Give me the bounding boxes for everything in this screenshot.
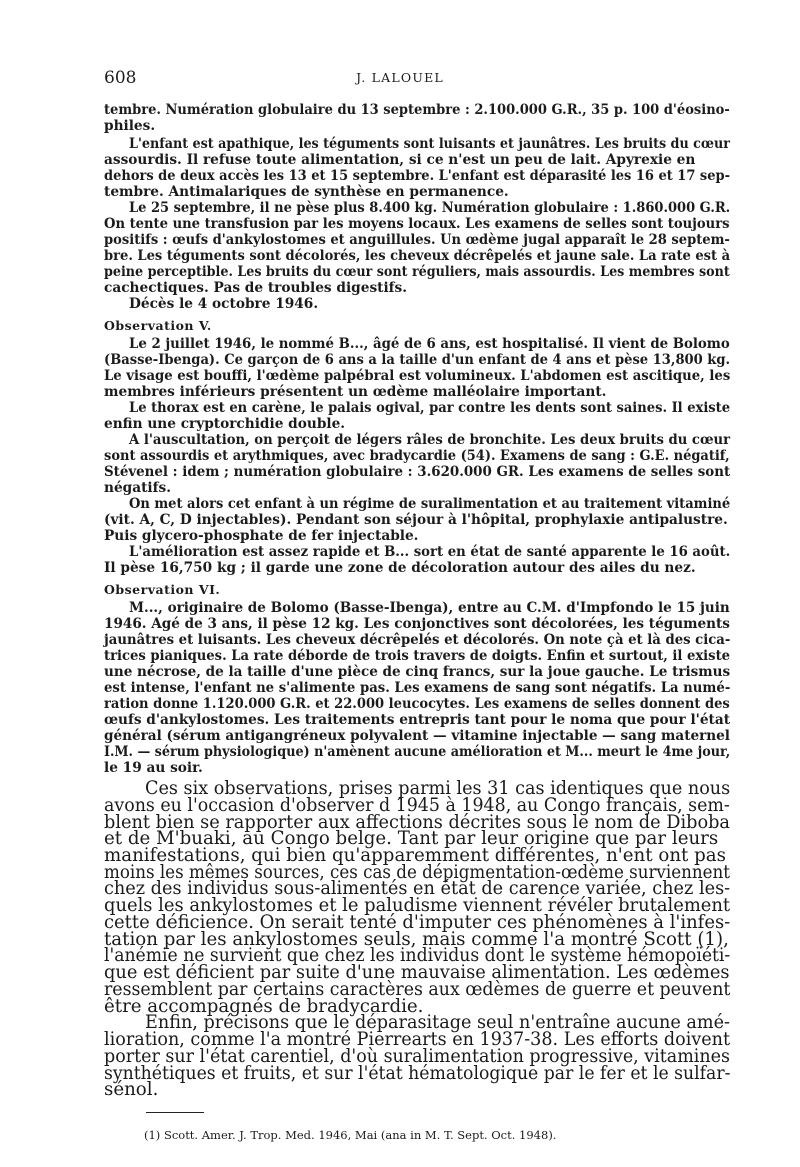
text-line: porter sur l'état carentiel, d'où suralimentation progressive, vitamines [104, 1045, 731, 1067]
text-line: L'enfant est apathique, les téguments sont luisants et jaunâtres. Les bruits du cœur [129, 136, 730, 152]
text-line: dehors de deux accès les 13 et 15 septembre. L'enfant est déparasité les 16 et 17 sep- [104, 168, 731, 184]
text-line: philes. [104, 118, 156, 134]
text-line: avons eu l'occasion d'observer d 1945 à 1948, au Congo français, sem- [104, 794, 730, 816]
text-line: œufs d'ankylostomes. Les traitements entrepris tant pour le noma que pour l'état [104, 712, 731, 728]
text-line: positifs : œufs d'ankylostomes et anguillules. Un œdème jugal apparaît le 28 septem- [104, 232, 730, 248]
text-line: blent bien se rapporter aux affections décrites sous le nom de Diboba [104, 811, 730, 833]
text-line: une nécrose, de la taille d'une pièce de cinq francs, sur la joue gauche. Le trismus [104, 664, 731, 680]
text-line: lioration, comme l'a montré Pierrearts en 1937-38. Les efforts doivent [104, 1029, 731, 1051]
text-line: être accompagnés de bradycardie. [104, 995, 424, 1017]
text-line: sénol. [104, 1079, 159, 1101]
text-line: tembre. Numération globulaire du 13 septembre : 2.100.000 G.R., 35 p. 100 d'éosino- [104, 102, 730, 118]
text-line: cachectiques. Pas de troubles digestifs. [104, 280, 408, 296]
footnote: (1) Scott. Amer. J. Trop. Med. 1946, Mai (ana in M. T. Sept. Oct. 1948). [144, 1128, 557, 1142]
text-line: membres inférieurs présentent un œdème malléolaire important. [104, 384, 607, 400]
text-line: que est déficient par suite d'une mauvaise alimentation. Les œdèmes [104, 962, 730, 984]
text-line: tembre. Antimalariques de synthèse en permanence. [104, 184, 509, 200]
text-line: On met alors cet enfant à un régime de suralimentation et au traitement vitaminé [129, 496, 731, 512]
observation-5-heading: Observation V. [104, 318, 212, 333]
text-line: Le visage est bouffi, l'œdème palpébral est volumineux. L'abdomen est ascitique, les [104, 368, 731, 384]
text-line: cette déficience. On serait tenté d'imputer ces phénomènes à l'infes- [104, 911, 731, 933]
text-line: le 19 au soir. [104, 760, 203, 776]
observation-6-heading: Observation VI. [104, 582, 221, 597]
text-line: est intense, l'enfant ne s'alimente pas. Les examens de sang sont négatifs. La numé- [104, 680, 731, 696]
text-line: 1946. Agé de 3 ans, il pèse 12 kg. Les conjonctives sont décolorées, les téguments [104, 616, 730, 632]
text-line: On tente une transfusion par les moyens locaux. Les examens de selles sont toujours [104, 216, 730, 232]
text-line: (vit. A, C, D injectables). Pendant son séjour à l'hôpital, prophylaxie antipalustre. [104, 512, 728, 528]
text-line: ration donne 1.120.000 G.R. et 22.000 leucocytes. Les examens de selles donnent des [104, 696, 730, 712]
text-line: négatifs. [104, 480, 171, 496]
text-line: tation par les ankylostomes seuls, mais comme l'a montré Scott (1), [104, 928, 729, 950]
text-line: bre. Les téguments sont décolorés, les cheveux décrêpelés et jaune sale. La rate est à [104, 248, 731, 264]
text-line: l'anémie ne survient que chez les individus dont le système hémopoïéti- [104, 945, 731, 967]
text-line: (Basse-Ibenga). Ce garçon de 6 ans a la taille d'un enfant de 4 ans et pèse 13,800 kg. [104, 352, 731, 368]
text-line: sont assourdis et arythmiques, avec bradycardie (54). Examens de sang : G.E. négatif, [104, 448, 730, 464]
text-line: I.M. — sérum physiologique) n'amènent aucune amélioration et M... meurt le 4me jour, [104, 744, 731, 760]
text-line: synthétiques et fruits, et sur l'état hématologique par le fer et le sulfar- [104, 1062, 731, 1084]
text-line: Le thorax est en carène, le palais ogival, par contre les dents sont saines. Il existe [129, 400, 731, 416]
footnote-rule [146, 1112, 204, 1113]
text-line: Stévenel : idem ; numération globulaire : 3.620.000 GR. Les examens de selles sont [104, 464, 731, 480]
text-line: ressemblent par certains caractères aux œdèmes de guerre et peuvent [104, 978, 731, 1000]
text-line: trices pianiques. La rate déborde de trois travers de doigts. Enfin et surtout, il existe [104, 648, 731, 664]
text-line: L'amélioration est assez rapide et B... sort en état de santé apparente le 16 août. [129, 544, 731, 560]
text-line: Décès le 4 octobre 1946. [129, 296, 319, 312]
text-line: chez des individus sous-alimentés en état de carence variée, chez les- [104, 878, 731, 900]
text-line: assourdis. Il refuse toute alimentation, si ce n'est un peu de lait. Apyrexie en [104, 152, 696, 168]
text-line: général (sérum antigangréneux polyvalent — vitamine injectable — sang maternel [104, 728, 730, 744]
text-line: Puis glycero-phosphate de fer injectable. [104, 528, 419, 544]
text-line: Ces six observations, prises parmi les 31 cas identiques que nous [145, 778, 731, 799]
text-line: manifestations, qui bien qu'apparemment différentes, n'ent ont pas [104, 844, 726, 866]
text-line: M..., originaire de Bolomo (Basse-Ibenga), entre au C.M. d'Impfondo le 15 juin [129, 600, 730, 616]
running-head: J. LALOUEL [356, 70, 444, 85]
text-line: enfin une cryptorchidie double. [104, 416, 346, 432]
text-line: quels les ankylostomes et le paludisme viennent révéler brutalement [104, 895, 731, 917]
text-line: et de M'buaki, au Congo belge. Tant par leur origine que par leurs [104, 828, 719, 850]
text-line: Le 25 septembre, il ne pèse plus 8.400 kg. Numération globulaire : 1.860.000 G.R. [129, 200, 731, 216]
text-line: jaunâtres et luisants. Les cheveux décrêpelés et décolorés. On note çà et là des cica- [104, 632, 731, 648]
text-line: Le 2 juillet 1946, le nommé B..., âgé de 6 ans, est hospitalisé. Il vient de Bolomo [129, 336, 730, 352]
text-line: A l'auscultation, on perçoit de légers râles de bronchite. Les deux bruits du cœur [129, 432, 731, 448]
text-line: Enfin, précisons que le déparasitage seul n'entraîne aucune amé- [145, 1012, 731, 1034]
text-line: moins les mêmes sources, ces cas de dépigmentation-œdème surviennent [104, 861, 730, 883]
text-line: peine perceptible. Les bruits du cœur sont réguliers, mais assourdis. Les membres sont [104, 264, 730, 280]
text-line: Il pèse 16,750 kg ; il garde une zone de décoloration autour des ailes du nez. [104, 560, 696, 576]
page-number: 608 [104, 68, 137, 88]
